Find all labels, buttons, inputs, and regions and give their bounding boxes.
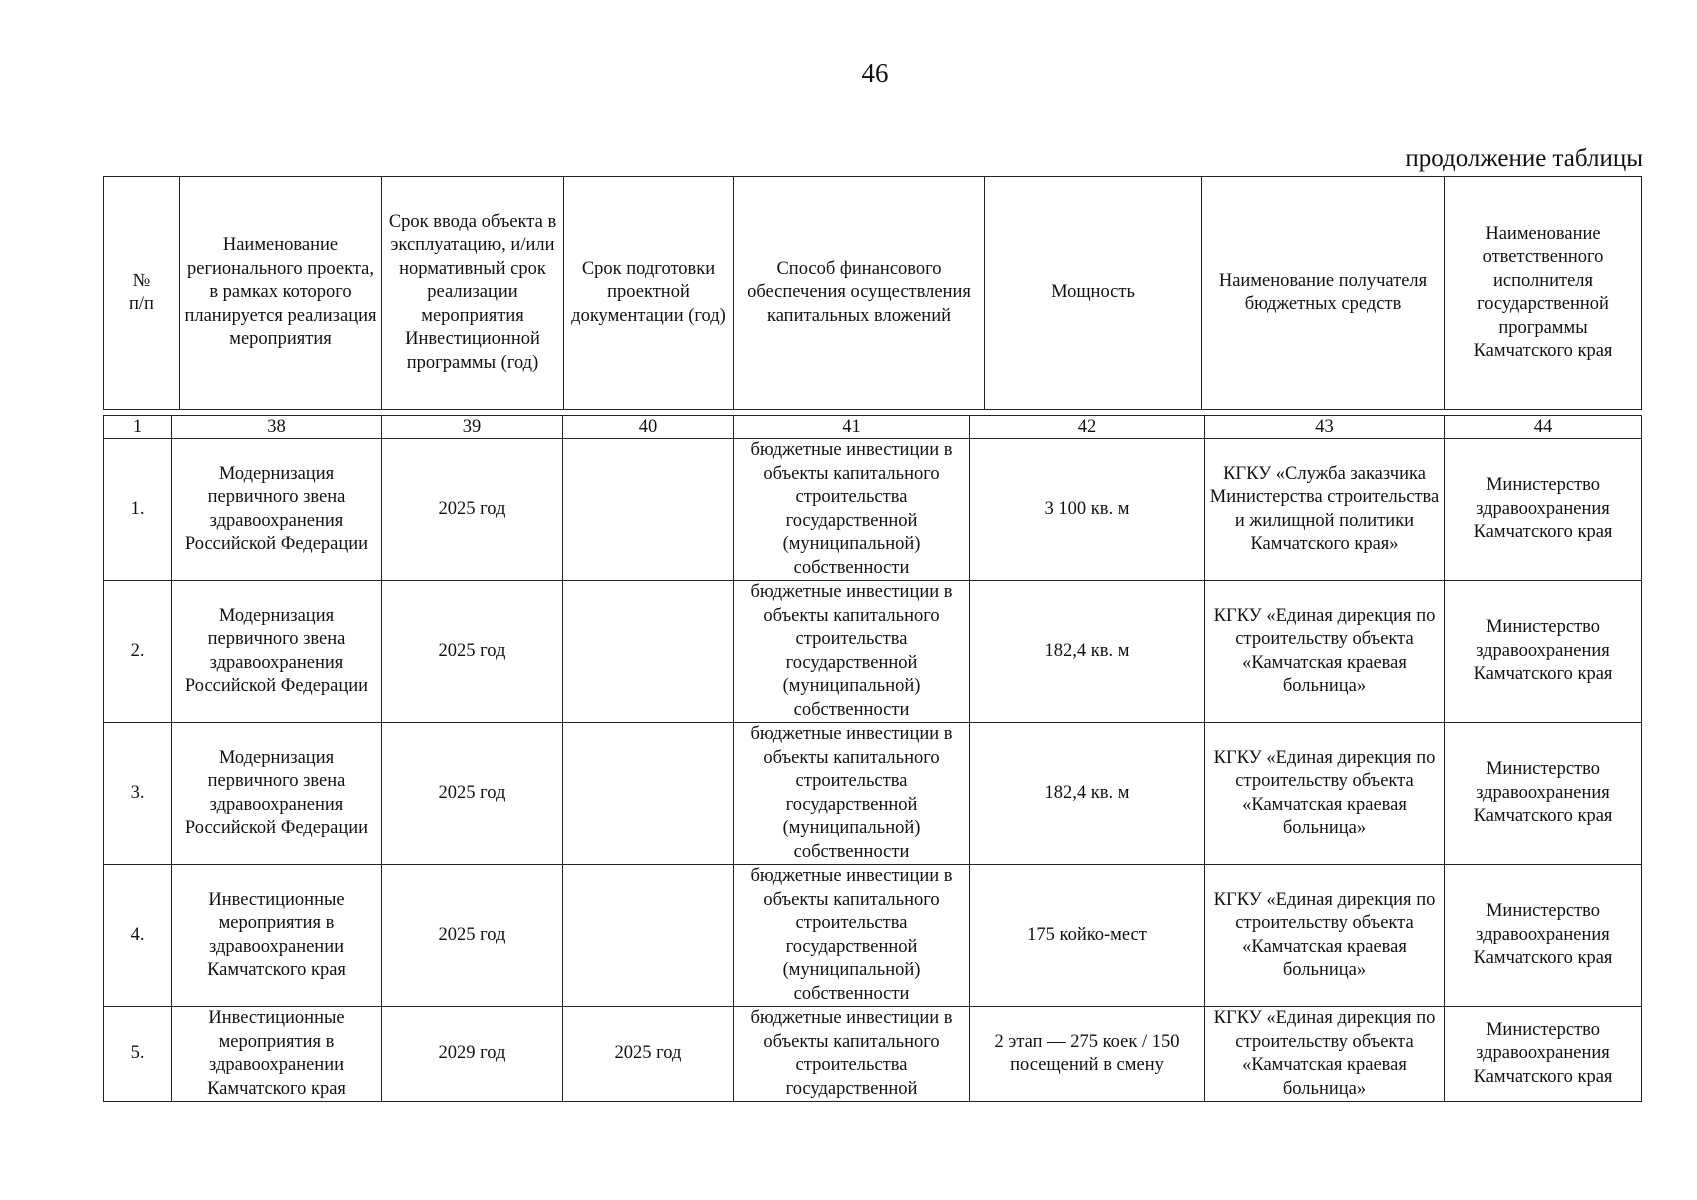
capacity: 182,4 кв. м (970, 723, 1205, 865)
column-number: 38 (172, 416, 382, 439)
budget-recipient: КГКУ «Единая дирекция по строительству объекта «Камчатская краевая больница» (1205, 1007, 1445, 1102)
capacity: 175 койко-мест (970, 865, 1205, 1007)
project-name: Модернизация первичного звена здравоохранения Российской Федерации (172, 439, 382, 581)
capacity: 2 этап — 275 коек / 150 посещений в смену (970, 1007, 1205, 1102)
responsible-executor: Министерство здравоохранения Камчатского края (1445, 439, 1642, 581)
financing-method: бюджетные инвестиции в объекты капитального строительства государственной (муниципальной) собственности (734, 865, 970, 1007)
row-number: 3. (104, 723, 172, 865)
table-row (104, 865, 1642, 1007)
responsible-executor: Министерство здравоохранения Камчатского края (1445, 1007, 1642, 1102)
column-number: 43 (1205, 416, 1445, 439)
table-body (103, 415, 1642, 1102)
commission-year: 2025 год (382, 581, 563, 723)
design-year (563, 865, 734, 1007)
column-number: 42 (970, 416, 1205, 439)
header-col-capacity: Мощность (985, 177, 1202, 410)
column-number-row (104, 416, 1642, 439)
column-number: 41 (734, 416, 970, 439)
table-row (104, 439, 1642, 581)
design-year (563, 439, 734, 581)
header-col-project: Наименование регионального проекта, в рамках которого планируется реализация мероприятия (180, 177, 382, 410)
budget-recipient: КГКУ «Служба заказчика Министерства строительства и жилищной политики Камчатского края» (1205, 439, 1445, 581)
financing-method: бюджетные инвестиции в объекты капитального строительства государственной (муниципальной) собственности (734, 723, 970, 865)
header-col-num: № п/п (104, 177, 180, 410)
budget-recipient: КГКУ «Единая дирекция по строительству объекта «Камчатская краевая больница» (1205, 865, 1445, 1007)
column-number: 44 (1445, 416, 1642, 439)
budget-recipient: КГКУ «Единая дирекция по строительству объекта «Камчатская краевая больница» (1205, 581, 1445, 723)
commission-year: 2025 год (382, 865, 563, 1007)
capacity: 3 100 кв. м (970, 439, 1205, 581)
project-name: Модернизация первичного звена здравоохранения Российской Федерации (172, 723, 382, 865)
financing-method: бюджетные инвестиции в объекты капитального строительства государственной (734, 1007, 970, 1102)
commission-year: 2025 год (382, 439, 563, 581)
financing-method: бюджетные инвестиции в объекты капитального строительства государственной (муниципальной) собственности (734, 439, 970, 581)
capacity: 182,4 кв. м (970, 581, 1205, 723)
header-col-commission-year: Срок ввода объекта в эксплуатацию, и/или нормативный срок реализации мероприятия Инвестиционной программы (год) (382, 177, 564, 410)
header-col-executor: Наименование ответственного исполнителя государственной программы Камчатского края (1445, 177, 1642, 410)
commission-year: 2029 год (382, 1007, 563, 1102)
row-number: 1. (104, 439, 172, 581)
row-number: 2. (104, 581, 172, 723)
column-number: 40 (563, 416, 734, 439)
design-year (563, 723, 734, 865)
table-header (103, 176, 1642, 410)
table-row (104, 723, 1642, 865)
header-col-design-year: Срок подготовки проектной документации (год) (564, 177, 734, 410)
commission-year: 2025 год (382, 723, 563, 865)
project-name: Инвестиционные мероприятия в здравоохранении Камчатского края (172, 1007, 382, 1102)
responsible-executor: Министерство здравоохранения Камчатского края (1445, 865, 1642, 1007)
table-row (104, 1007, 1642, 1102)
page-number: 46 (861, 58, 889, 88)
header-col-recipient: Наименование получателя бюджетных средств (1202, 177, 1445, 410)
responsible-executor: Министерство здравоохранения Камчатского края (1445, 723, 1642, 865)
design-year: 2025 год (563, 1007, 734, 1102)
column-number: 1 (104, 416, 172, 439)
project-name: Инвестиционные мероприятия в здравоохранении Камчатского края (172, 865, 382, 1007)
column-number: 39 (382, 416, 563, 439)
budget-recipient: КГКУ «Единая дирекция по строительству объекта «Камчатская краевая больница» (1205, 723, 1445, 865)
responsible-executor: Министерство здравоохранения Камчатского края (1445, 581, 1642, 723)
financing-method: бюджетные инвестиции в объекты капитального строительства государственной (муниципальной) собственности (734, 581, 970, 723)
design-year (563, 581, 734, 723)
header-col-financing: Способ финансового обеспечения осуществления капитальных вложений (734, 177, 985, 410)
table-row (104, 581, 1642, 723)
row-number: 5. (104, 1007, 172, 1102)
row-number: 4. (104, 865, 172, 1007)
table-continuation-label: продолжение таблицы (1405, 145, 1643, 172)
project-name: Модернизация первичного звена здравоохранения Российской Федерации (172, 581, 382, 723)
